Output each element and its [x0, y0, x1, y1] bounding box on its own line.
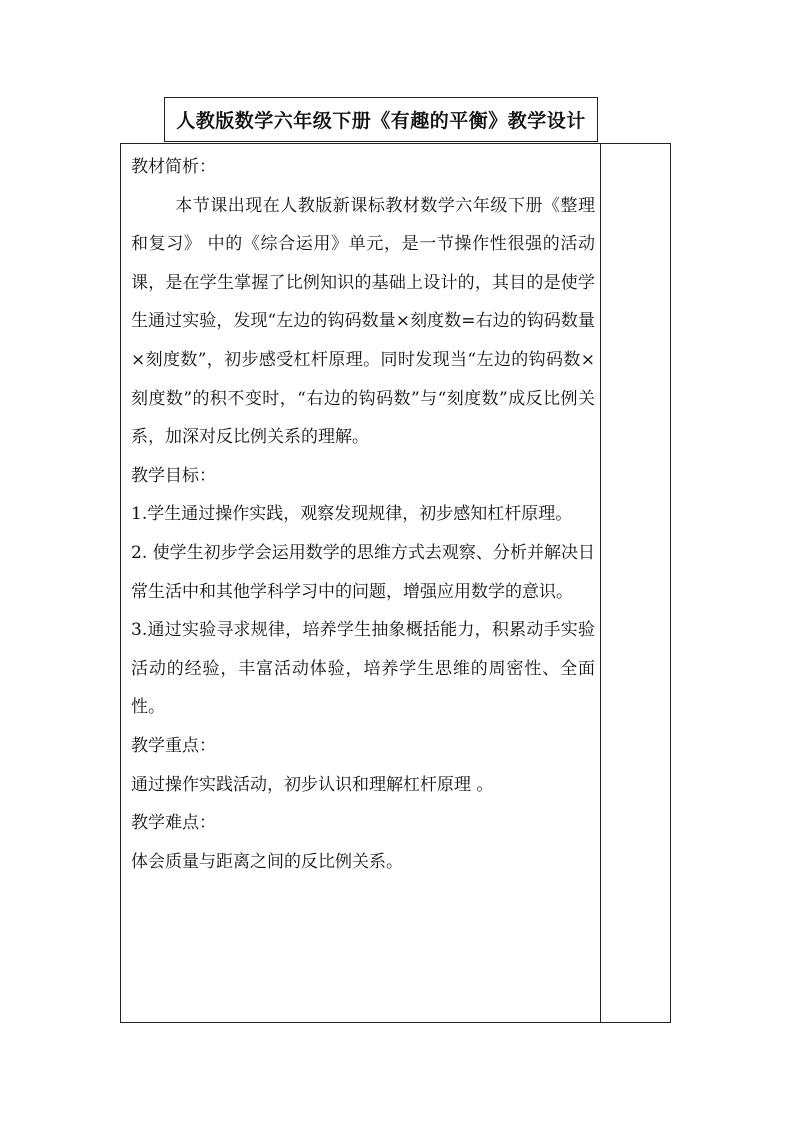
document-title: 人教版数学六年级下册《有趣的平衡》教学设计 [176, 110, 586, 132]
lesson-table [120, 143, 671, 1023]
analysis-body: 本节课出现在人教版新课标教材数学六年级下册《整理和复习》 中的《综合运用》单元，是一节操作性很强的活动课，是在学生掌握了比例知识的基础上设计的，其目的是使学生通过实验，发现“左边的钩码数量×刻度数=右边的钩码数量×刻度数”，初步感受杠杆原理。同时发现当“左边的钩码数×刻度数”的积不变时，“右边的钩码数”与“刻度数”成反比例关系，加深对反比例关系的理解。 [131, 195, 595, 448]
analysis-heading: 教材简析： [131, 157, 216, 177]
goal-item-3: 3.通过实验寻求规律，培养学生抽象概括能力，积累动手实验活动的经验，丰富活动体验，培养学生思维的周密性、全面性。 [131, 620, 595, 718]
difficulty-body: 体会质量与距离之间的反比例关系。 [131, 851, 403, 872]
goal-item-1: 1.学生通过操作实践，观察发现规律，初步感知杠杆原理。 [131, 504, 573, 525]
goal-item-2: 2. 使学生初步学会运用数学的思维方式去观察、分析并解决日常生活中和其他学科学习中的问题，增强应用数学的意识。 [131, 542, 595, 602]
lesson-content [131, 148, 595, 881]
title-box [164, 97, 598, 142]
key-point-body: 通过操作实践活动，初步认识和理解杠杆原理 。 [131, 774, 494, 795]
goals-heading: 教学目标： [131, 465, 216, 486]
difficulty-heading: 教学难点： [131, 813, 216, 834]
key-point-heading: 教学重点： [131, 735, 216, 756]
column-divider [600, 144, 601, 1022]
